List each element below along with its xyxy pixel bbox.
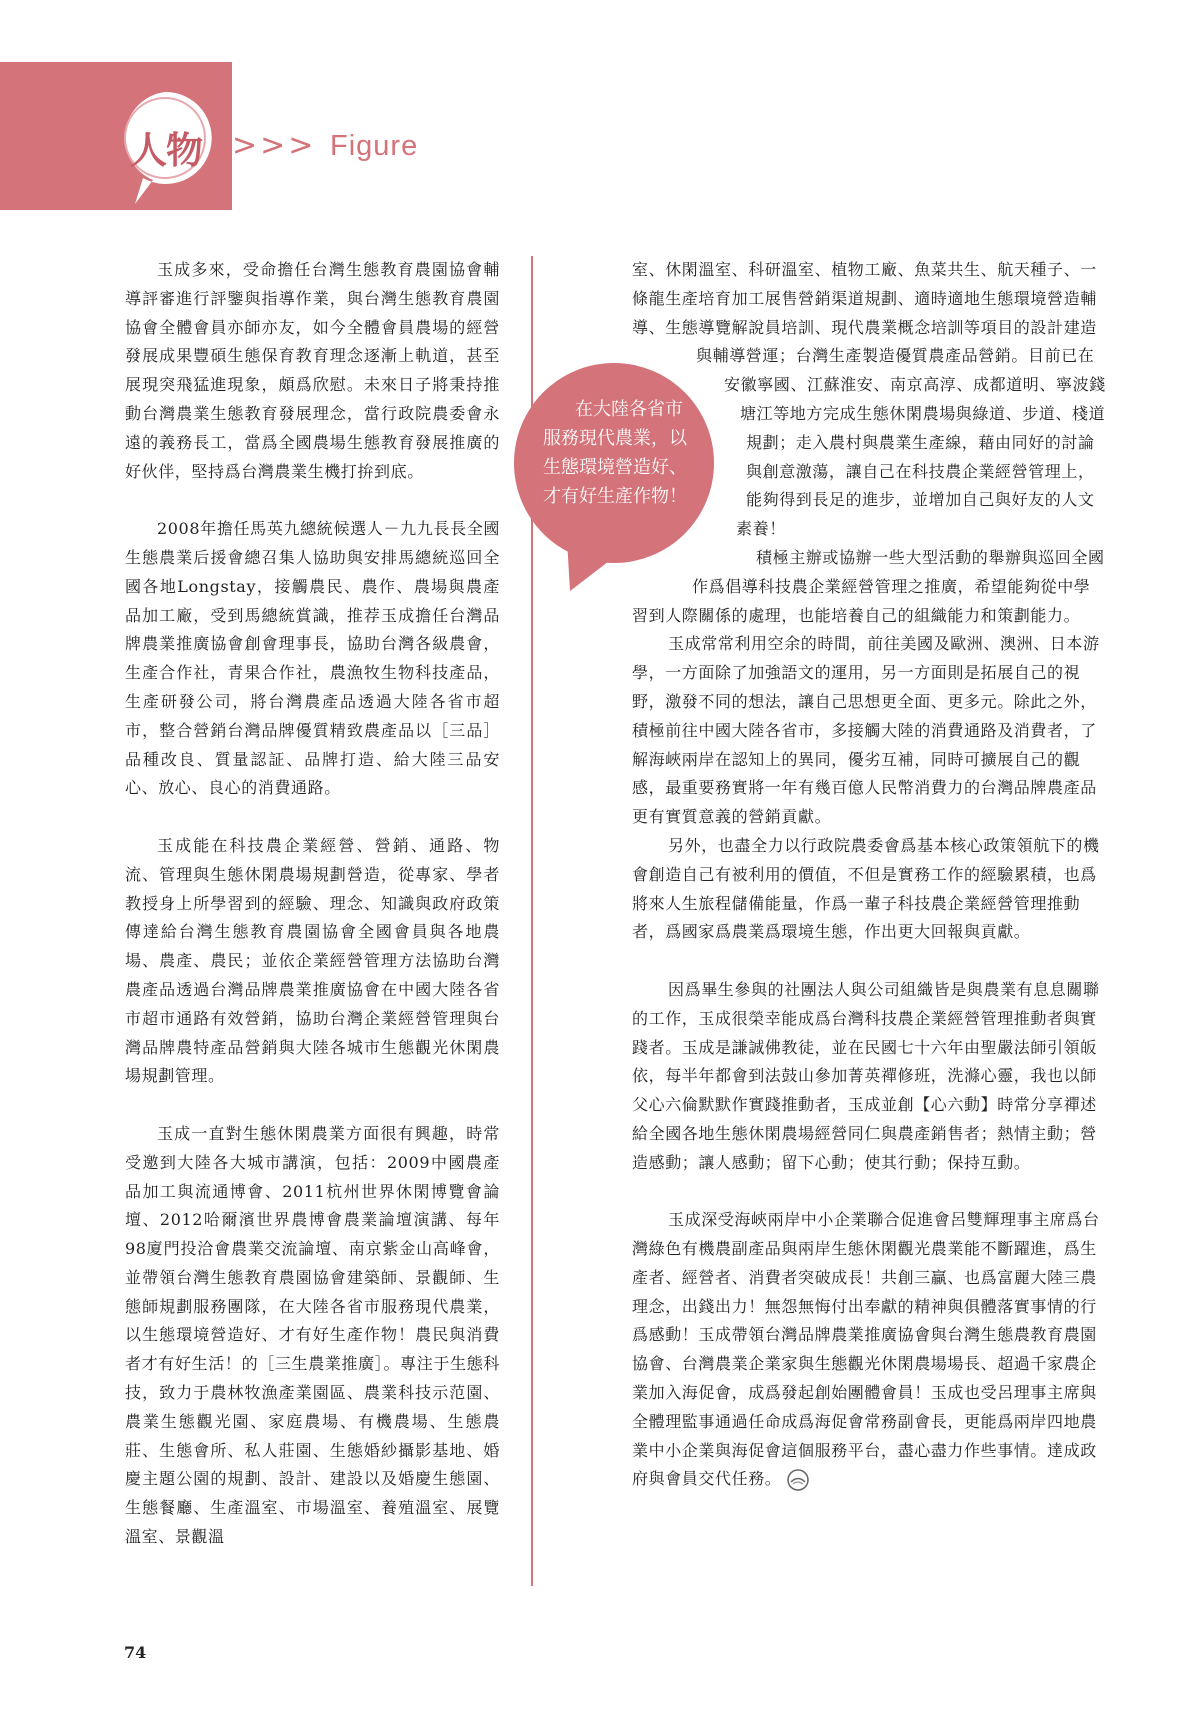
text-line: 的工作，玉成很榮幸能成爲台灣科技農企業經營管理推動者與實 [632,1008,1097,1028]
text-line: 解海峽兩岸在認知上的異同，優劣互補，同時可擴展自己的觀 [632,749,1081,769]
header-arrows: >>> [232,128,317,163]
last-line [632,1465,1140,1494]
text-line: 能夠得到長足的進步，並增加自己與好友的人文 [746,490,1095,510]
section-label: Figure [330,130,419,162]
text-line: 爲感動！玉成帶領台灣品牌農業推廣協會與台灣生態農教育農園 [632,1325,1097,1345]
text-line: 依，每半年都會到法鼓山參加菁英禪修班，洗滌心靈，我也以師 [632,1066,1097,1086]
end-mark-icon [787,1469,809,1491]
paragraph: 玉成能在科技農企業經營、營銷、通路、物流、管理與生態休閑農場規劃營造，從專家、學者教授身上所學習到的經驗、理念、知識與政府政策傳達給台灣生態教育農園協會全國會員與各地農場、農產、農民；並依企業經營管理方法協助台灣農產品透過台灣品牌農業推廣協會在中國大陸各省市超市通路有效營銷，協助台灣企業經營管理與台灣品牌農特產品營銷與大陸各城市生態觀光休閑農場規劃管理。 [125,835,500,1086]
text-line: 學，一方面除了加強語文的運用，另一方面則是拓展自己的視 [632,663,1081,683]
text-line: 更有實質意義的營銷貢獻。 [632,807,832,827]
text-line: 灣綠色有機農副產品與兩岸生態休閑觀光農業能不斷躍進，爲生 [632,1239,1097,1259]
pull-quote-line: 在大陸各省市 [575,399,683,420]
text-line: 者，爲國家爲農業爲環境生態，作出更大回報與貢獻。 [632,922,1031,942]
text-line: 踐者。玉成是謙誠佛教徒，並在民國七十六年由聖嚴法師引領皈 [632,1037,1097,1057]
text-line: 塘江等地方完成生態休閑農場與綠道、步道、棧道 [740,403,1106,423]
section-badge: 人物 [130,129,202,172]
paragraph: 2008年擔任馬英九總統候選人－九九長長全國生態農業后援會總召集人協助與安排馬總統巡回全國各地Longstay，接觸農民、農作、農場與農產品加工廠，受到馬總統賞識，推荐玉成擔任台灣品牌農業推廣協會創會理事長，協助台灣各級農會，生產合作社，青果合作社，農漁牧生物科技產品，生產研發公司，將台灣農產品透過大陸各省市超市，整合營銷台灣品牌優質精致農產品以［三品］品種改良、質量認証、品牌打造、給大陸三品安心、放心、良心的消費通路。 [125,519,500,798]
pull-quote-line: 生態環境營造好、 [543,457,687,478]
text-line: 因爲畢生參與的社團法人與公司組織皆是與農業有息息關聯 [668,979,1100,999]
left-column [125,256,500,1552]
text-line: 玉成深受海峽兩岸中小企業聯合促進會呂雙輝理事主席爲台 [668,1210,1100,1230]
blank-line [632,947,1140,976]
text-line: 理念，出錢出力！無怨無悔付出奉獻的精神與俱體落實事情的行 [632,1296,1097,1316]
text-line: 作爲倡導科技農企業經營管理之推廣，希望能夠從中學 [692,576,1091,596]
text-line: 室、休閑溫室、科研溫室、植物工廠、魚菜共生、航天種子、一 [632,260,1097,279]
paragraph: 玉成一直對生態休閑農業方面很有興趣，時常受邀到大陸各大城市講演，包括：2009中國農產品加工與流通博會、2011杭州世界休閑博覽會論壇、2012哈爾濱世界農博會農業論壇演講、每年98廈門投洽會農業交流論壇、南京紫金山高峰會，並帶領台灣生態教育農園協會建築師、景觀師、生態師規劃服務團隊，在大陸各省市服務現代農業，以生態環境營造好、才有好生產作物！農民與消費者才有好生活！的［三生農業推廣］。專注于生態科技，致力于農林牧漁產業園區、農業科技示范園、農業生態觀光園、家庭農場、有機農場、生態農莊、生態會所、私人莊園、生態婚紗攝影基地、婚慶主題公園的規劃、設計、建設以及婚慶生態園、生態餐廳、生產溫室、市場溫室、養殖溫室、展覽溫室、景觀溫 [125,1123,500,1547]
text-line: 習到人際關係的處理，也能培養自己的組織能力和策劃能力。 [632,605,1081,625]
text-line: 感，最重要務實將一年有幾百億人民幣消費力的台灣品牌農產品 [632,778,1097,798]
text-line: 造感動；讓人感動；留下心動；使其行動；保持互動。 [632,1152,1031,1172]
text-line: 積極前往中國大陸各省市，多接觸大陸的消費通路及消費者，了 [632,720,1097,740]
text-line: 導、生態導覽解說員培訓、現代農業概念培訓等項目的設計建造 [632,317,1097,337]
text-line: 府與會員交代任務。 [632,1469,782,1489]
pull-quote-line: 才有好生產作物！ [543,486,687,507]
text-line: 業加入海促會，成爲發起創始團體會員！玉成也受呂理事主席與 [632,1383,1097,1403]
text-line: 將來人生旅程儲備能量，作爲一輩子科技農企業經營管理推動 [632,893,1081,913]
text-line: 與輔導營運；台灣生產製造優質農產品營銷。目前已在 [696,346,1095,366]
text-line: 與創意激蕩，讓自己在科技農企業經營管理上， [746,461,1095,481]
text-line: 規劃；走入農村與農業生產線，藉由同好的討論 [746,432,1095,452]
text-line: 會創造自己有被利用的價值，不但是實務工作的經驗累積，也爲 [632,864,1097,884]
text-line: 父心六倫默默作實踐推動者，玉成並創【心六動】時常分享禪述 [632,1095,1097,1115]
text-line: 另外，也盡全力以行政院農委會爲基本核心政策領航下的機 [668,835,1100,855]
blank-line [632,1178,1140,1207]
pull-quote-line: 服務現代農業，以 [543,428,687,449]
text-line: 安徽寧國、江蘇淮安、南京高淳、成都道明、寧波錢 [724,375,1106,395]
text-line: 產者、經營者、消費者突破成長！共創三贏、也爲富麗大陸三農 [632,1267,1097,1287]
text-line: 玉成常常利用空余的時間，前往美國及歐洲、澳洲、日本游 [668,634,1100,654]
page-number: 74 [124,1643,147,1662]
text-line: 業中小企業與海促會這個服務平台，盡心盡力作些事情。達成政 [632,1440,1097,1460]
pull-quote [535,395,700,511]
text-line: 給全國各地生態休閑農場經營同仁與農產銷售者；熱情主動；營 [632,1123,1097,1143]
text-line: 協會、台灣農業企業家與生態觀光休閑農場場長、超過千家農企 [632,1354,1097,1374]
paragraph: 玉成多來，受命擔任台灣生態教育農園協會輔導評審進行評鑒與指導作業，與台灣生態教育農園協會全體會員亦師亦友，如今全體會員農場的經營發展成果豐碩生態保育教育理念逐漸上軌道，甚至展現突飛猛進現象，頗爲欣慰。未來日子將秉持推動台灣農業生態教育發展理念，當行政院農委會永遠的義務長工，當爲全國農場生態教育發展推廣的好伙伴，堅持爲台灣農業生機打拚到底。 [125,260,500,481]
text-line: 野，激發不同的想法，讓自己思想更全面、更多元。除此之外， [632,691,1097,711]
text-line: 全體理監事通過任命成爲海促會常務副會長，更能爲兩岸四地農 [632,1411,1097,1431]
text-line: 積極主辦或協辦一些大型活動的舉辦與巡回全國 [756,547,1105,567]
text-line: 素養！ [736,519,786,539]
text-line: 條龍生產培育加工展售營銷渠道規劃、適時適地生態環境營造輔 [632,288,1097,308]
